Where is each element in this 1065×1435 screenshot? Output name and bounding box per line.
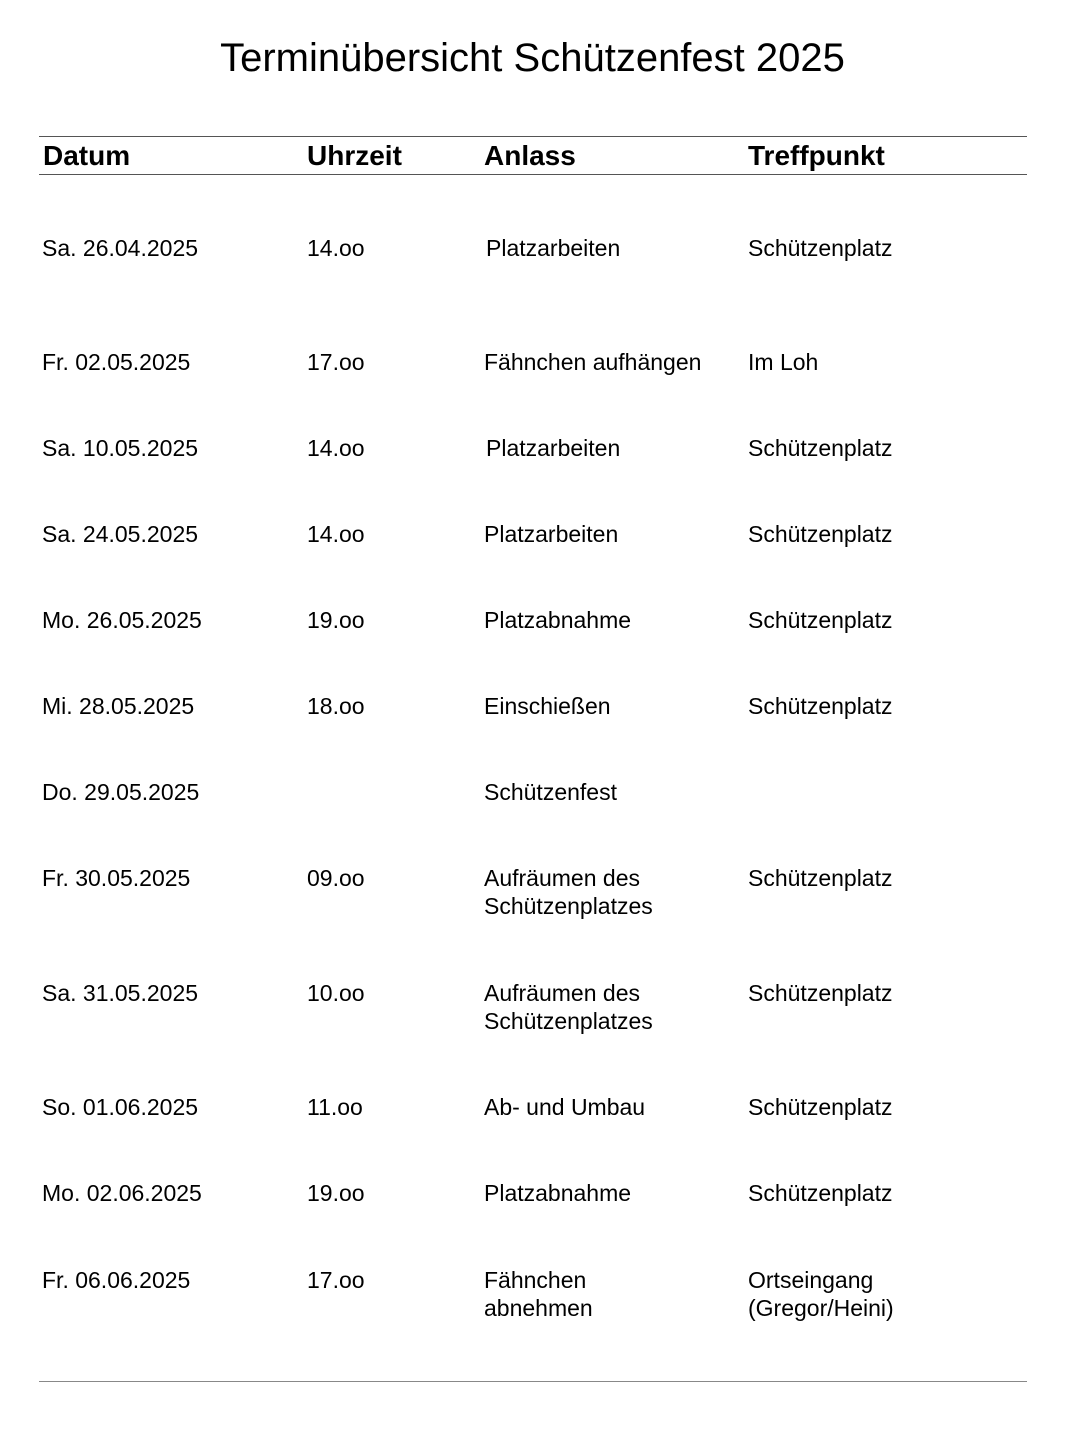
cell-anlass xyxy=(484,979,653,1035)
column-header-treffpunkt: Treffpunkt xyxy=(748,140,885,171)
cell-anlass-line: Platzarbeiten xyxy=(486,235,621,261)
cell-anlass-line: Schützenplatzes xyxy=(484,893,653,919)
cell-uhrzeit: 09.oo xyxy=(307,865,365,891)
cell-anlass-line: Platzabnahme xyxy=(484,1180,632,1206)
cell-treffpunkt xyxy=(748,979,892,1007)
cell-anlass-line: Aufräumen des xyxy=(484,865,640,891)
cell-anlass xyxy=(484,864,653,920)
cell-treffpunkt-line: Ortseingang xyxy=(748,1267,874,1293)
cell-datum: Mi. 28.05.2025 xyxy=(42,693,195,719)
cell-anlass-line: Aufräumen des xyxy=(484,980,640,1006)
cell-anlass-line: Platzarbeiten xyxy=(486,435,621,461)
cell-treffpunkt xyxy=(748,348,818,376)
cell-anlass xyxy=(486,434,620,462)
cell-anlass-line: Schützenplatzes xyxy=(484,1008,653,1034)
cell-uhrzeit: 14.oo xyxy=(307,235,365,261)
cell-anlass xyxy=(484,606,631,634)
cell-datum: Sa. 31.05.2025 xyxy=(42,980,199,1006)
cell-anlass xyxy=(486,234,620,262)
cell-treffpunkt-line: Schützenplatz xyxy=(748,235,893,261)
cell-anlass-line: Einschießen xyxy=(484,693,611,719)
cell-datum: So. 01.06.2025 xyxy=(42,1094,199,1120)
cell-treffpunkt xyxy=(748,1093,892,1121)
table-header xyxy=(0,140,1065,172)
cell-anlass-line: abnehmen xyxy=(484,1295,593,1321)
cell-treffpunkt xyxy=(748,1266,894,1322)
cell-anlass-line: Platzarbeiten xyxy=(484,521,619,547)
cell-treffpunkt xyxy=(748,234,892,262)
cell-anlass-line: Ab- und Umbau xyxy=(484,1094,646,1120)
cell-datum: Sa. 26.04.2025 xyxy=(42,235,199,261)
cell-uhrzeit: 17.oo xyxy=(307,349,365,375)
cell-datum: Sa. 24.05.2025 xyxy=(42,521,199,547)
cell-treffpunkt xyxy=(748,864,892,892)
cell-treffpunkt xyxy=(748,434,892,462)
page-title: Terminübersicht Schützenfest 2025 xyxy=(220,36,845,80)
cell-uhrzeit: 14.oo xyxy=(307,435,365,461)
cell-treffpunkt xyxy=(748,1179,892,1207)
cell-uhrzeit: 17.oo xyxy=(307,1267,365,1293)
cell-treffpunkt-line: Schützenplatz xyxy=(748,521,893,547)
table-bottom-rule xyxy=(39,1381,1027,1382)
cell-treffpunkt-line: Schützenplatz xyxy=(748,980,893,1006)
cell-treffpunkt-line: Schützenplatz xyxy=(748,435,893,461)
cell-treffpunkt-line: Schützenplatz xyxy=(748,607,893,633)
cell-anlass-line: Platzabnahme xyxy=(484,607,632,633)
column-header-datum: Datum xyxy=(43,140,131,171)
cell-anlass xyxy=(484,1093,645,1121)
cell-datum: Fr. 02.05.2025 xyxy=(42,349,191,375)
cell-uhrzeit: 11.oo xyxy=(307,1094,363,1120)
cell-treffpunkt-line: Schützenplatz xyxy=(748,1094,893,1120)
cell-anlass xyxy=(484,692,611,720)
cell-uhrzeit: 19.oo xyxy=(307,607,365,633)
cell-anlass xyxy=(484,778,617,806)
cell-datum: Fr. 06.06.2025 xyxy=(42,1267,191,1293)
cell-anlass xyxy=(484,1266,593,1322)
cell-anlass-line: Schützenfest xyxy=(484,779,617,805)
column-header-anlass: Anlass xyxy=(484,140,576,171)
cell-datum: Mo. 26.05.2025 xyxy=(42,607,202,633)
cell-uhrzeit: 14.oo xyxy=(307,521,365,547)
cell-anlass xyxy=(484,348,701,376)
cell-treffpunkt-line: (Gregor/Heini) xyxy=(748,1295,894,1321)
cell-datum: Do. 29.05.2025 xyxy=(42,779,200,805)
cell-anlass xyxy=(484,1179,631,1207)
cell-treffpunkt-line: Schützenplatz xyxy=(748,1180,893,1206)
cell-anlass xyxy=(484,520,618,548)
cell-uhrzeit: 18.oo xyxy=(307,693,365,719)
cell-treffpunkt-line: Im Loh xyxy=(748,349,819,375)
cell-datum: Mo. 02.06.2025 xyxy=(42,1180,202,1206)
cell-treffpunkt-line: Schützenplatz xyxy=(748,865,893,891)
column-header-uhrzeit: Uhrzeit xyxy=(307,140,402,171)
cell-treffpunkt xyxy=(748,520,892,548)
cell-treffpunkt-line: Schützenplatz xyxy=(748,693,893,719)
cell-treffpunkt xyxy=(748,692,892,720)
cell-anlass-line: Fähnchen aufhängen xyxy=(484,349,702,375)
table-top-rule xyxy=(39,136,1027,137)
cell-treffpunkt xyxy=(748,606,892,634)
cell-uhrzeit: 10.oo xyxy=(307,980,365,1006)
header-bottom-rule xyxy=(39,174,1027,175)
cell-anlass-line: Fähnchen xyxy=(484,1267,587,1293)
cell-uhrzeit: 19.oo xyxy=(307,1180,365,1206)
cell-datum: Sa. 10.05.2025 xyxy=(42,435,199,461)
cell-datum: Fr. 30.05.2025 xyxy=(42,865,191,891)
